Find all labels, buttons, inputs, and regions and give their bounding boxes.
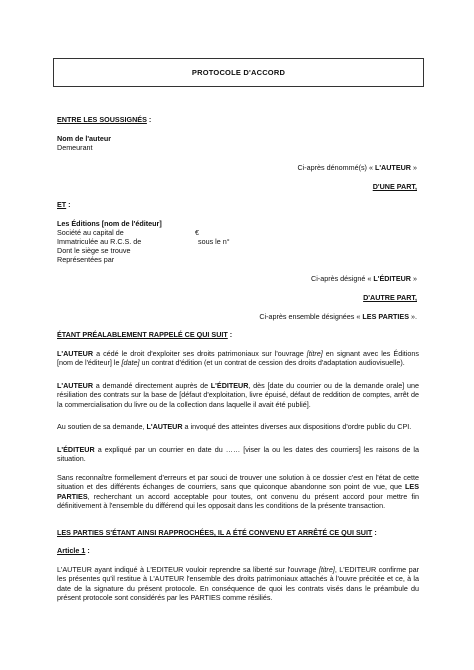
paragraph-demande: L'AUTEUR a demandé directement auprès de L'ÉDITEUR, dès [date du courrier ou de la demande orale] une résiliation des contrats sur la base de [défaut d'exploitation, livre épuisé, défaut de reddition de comptes, arrêt de la commercialisation du livre ou de la collection dans laquelle il avait été publié]. [57, 381, 419, 409]
editor-designation: Ci-après désigné « L'ÉDITEUR » [311, 274, 417, 283]
paragraph-editeur-courrier: L'ÉDITEUR a expliqué par un courrier en date du …… [viser la ou les dates des courriers] les raisons de la situation. [57, 445, 419, 464]
document-title: PROTOCOLE D'ACCORD [191, 68, 286, 77]
editor-representees: Représentées par [57, 255, 115, 264]
author-part: D'UNE PART, [372, 182, 417, 191]
editor-immatriculee: Immatriculée au R.C.S. de [57, 237, 142, 246]
et-heading: ET : [57, 200, 71, 209]
editor-societe: Société au capital de [57, 228, 124, 237]
prealable-heading: ÉTANT PRÉALABLEMENT RAPPELÉ CE QUI SUIT : [57, 330, 233, 339]
author-name-label: Nom de l'auteur [57, 134, 112, 143]
document-title-box [53, 58, 424, 87]
paragraph-article-1: L'AUTEUR ayant indiqué à L'EDITEUR vouloir reprendre sa liberté sur l'ouvrage [titre], L'EDITEUR confirme par les présentes qu'il restitue à L'AUTEUR l'ensemble des droits patrimoniaux attachés à l'ouvre précitée et ce, à la date de la signature du présent protocole. En conséquence de quoi les contrats visés dans le préambule du présent protocole sont considérés par les PARTIES comme résiliés. [57, 565, 420, 603]
editor-sous-numero: sous le n° [198, 237, 230, 246]
parties-heading: ENTRE LES SOUSSIGNÉS : [57, 115, 152, 124]
paragraph-cession: L'AUTEUR a cédé le droit d'exploiter ses droits patrimoniaux sur l'ouvrage [titre] en signant avec les Éditions [nom de l'éditeur] le [date] un contrat d'édition (et un contrat de cession des droits d'adaptation audiovisuelle). [57, 349, 419, 368]
paragraph-reconnaissance: Sans reconnaître formellement d'erreurs et par souci de trouver une solution à ce dossier c'est en l'état de cette situation et des différents échanges de courriers, sans que quiconque abandonne son point de vue, que LES PARTIES, recherchant un accord acceptable pour toutes, ont convenu du présent accord pour mettre fin définitivement à l'ensemble du différend qui les opposait dans les conditions de la présente transaction. [57, 473, 419, 511]
editor-euro: € [195, 228, 199, 237]
editor-name: Les Éditions [nom de l'éditeur] [57, 219, 162, 228]
parties-designation: Ci-après ensemble désignées « LES PARTIES ». [259, 312, 417, 321]
author-demeurant: Demeurant [57, 143, 93, 152]
author-designation: Ci-après dénommé(s) « L'AUTEUR » [297, 163, 417, 172]
editor-part: D'AUTRE PART, [363, 293, 417, 302]
paragraph-soutien: Au soutien de sa demande, L'AUTEUR a invoqué des atteintes diverses aux dispositions d'ordre public du CPI. [57, 422, 412, 431]
article-1-heading: Article 1 : [57, 546, 90, 555]
editor-siege: Dont le siège se trouve [57, 246, 131, 255]
convenu-heading: LES PARTIES S'ÉTANT AINSI RAPPROCHÉES, IL A ÉTÉ CONVENU ET ARRÊTÉ CE QUI SUIT : [57, 528, 377, 537]
